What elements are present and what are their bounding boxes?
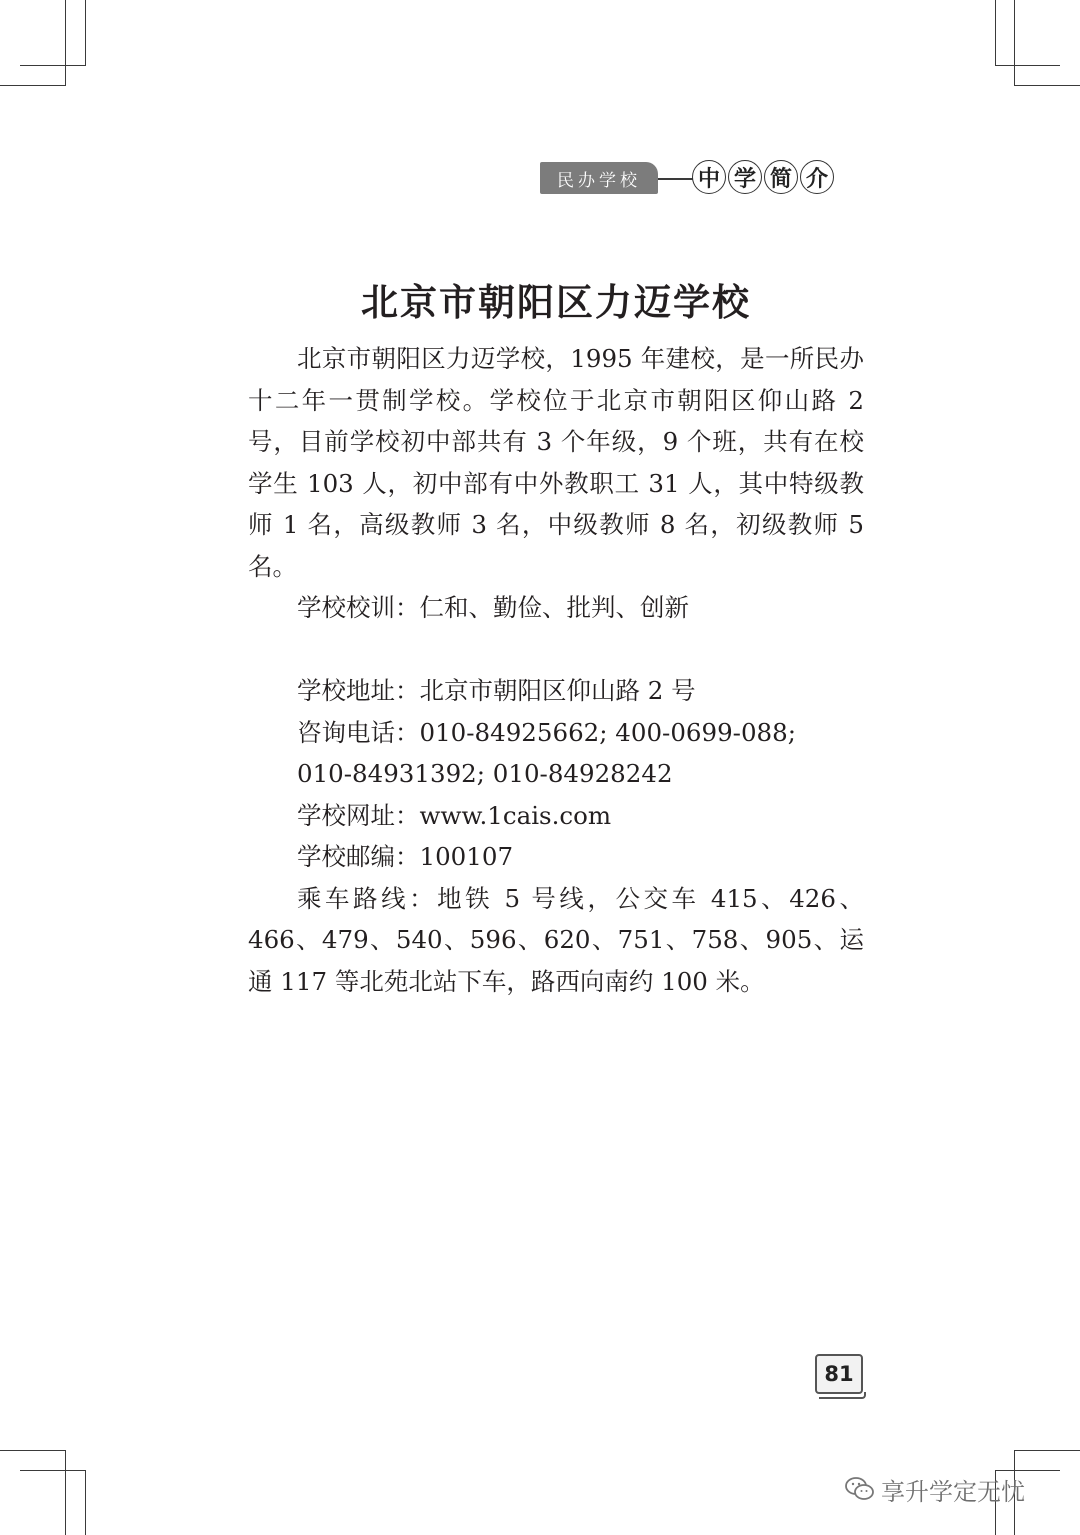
- wechat-icon: [845, 1476, 875, 1502]
- book-title: [692, 160, 834, 194]
- section-tag: 民办学校: [540, 162, 658, 194]
- school-postcode: 学校邮编：100107: [297, 842, 514, 871]
- crop-mark: [20, 65, 86, 66]
- spacer: [248, 629, 864, 671]
- phone-line-1: 咨询电话：010-84925662; 400-0699-088;: [297, 717, 796, 747]
- crop-mark: [0, 1450, 66, 1451]
- crop-mark: [0, 85, 66, 86]
- watermark-text: 享升学定无忧: [881, 1477, 1025, 1506]
- header-divider: [658, 178, 694, 180]
- school-address: 学校地址：北京市朝阳区仰山路 2 号: [297, 676, 696, 705]
- crop-mark: [1014, 0, 1015, 85]
- crop-mark: [65, 0, 66, 85]
- school-website: 学校网址：www.1cais.com: [297, 800, 612, 830]
- school-motto: 学校校训：仁和、勤俭、批判、创新: [297, 593, 689, 622]
- book-title-char: 介: [800, 160, 834, 194]
- crop-mark: [20, 1470, 86, 1471]
- transit-route: 乘车路线：地铁 5 号线，公交车 415、426、466、479、540、596、620、751、758、905、运通 117 等北苑北站下车，路西向南约 100 米。: [248, 883, 864, 996]
- watermark: [845, 1472, 1025, 1506]
- crop-mark: [85, 1470, 86, 1535]
- running-header: [540, 160, 870, 196]
- crop-mark: [995, 0, 996, 65]
- page-title: 北京市朝阳区力迈学校: [361, 281, 751, 324]
- crop-mark: [1014, 1450, 1080, 1451]
- intro-paragraph: 北京市朝阳区力迈学校，1995 年建校，是一所民办十二年一贯制学校。学校位于北京市朝阳区仰山路 2 号，目前学校初中部共有 3 个年级，9 个班，共有在校学生 103 人，初中部有中外教职工 31 人，其中特级教师 1 名，高级教师 3 名，中级教师 8 名，初级教师 5 名。: [248, 344, 864, 581]
- page-number: 81: [815, 1354, 863, 1394]
- article-body: [248, 338, 864, 1002]
- book-title-char: 简: [764, 160, 798, 194]
- book-title-char: 学: [728, 160, 762, 194]
- book-title-char: 中: [692, 160, 726, 194]
- phone-line-2: 010-84931392; 010-84928242: [297, 759, 673, 788]
- crop-mark: [1014, 85, 1080, 86]
- crop-mark: [65, 1450, 66, 1535]
- crop-mark: [85, 0, 86, 65]
- crop-mark: [995, 65, 1060, 66]
